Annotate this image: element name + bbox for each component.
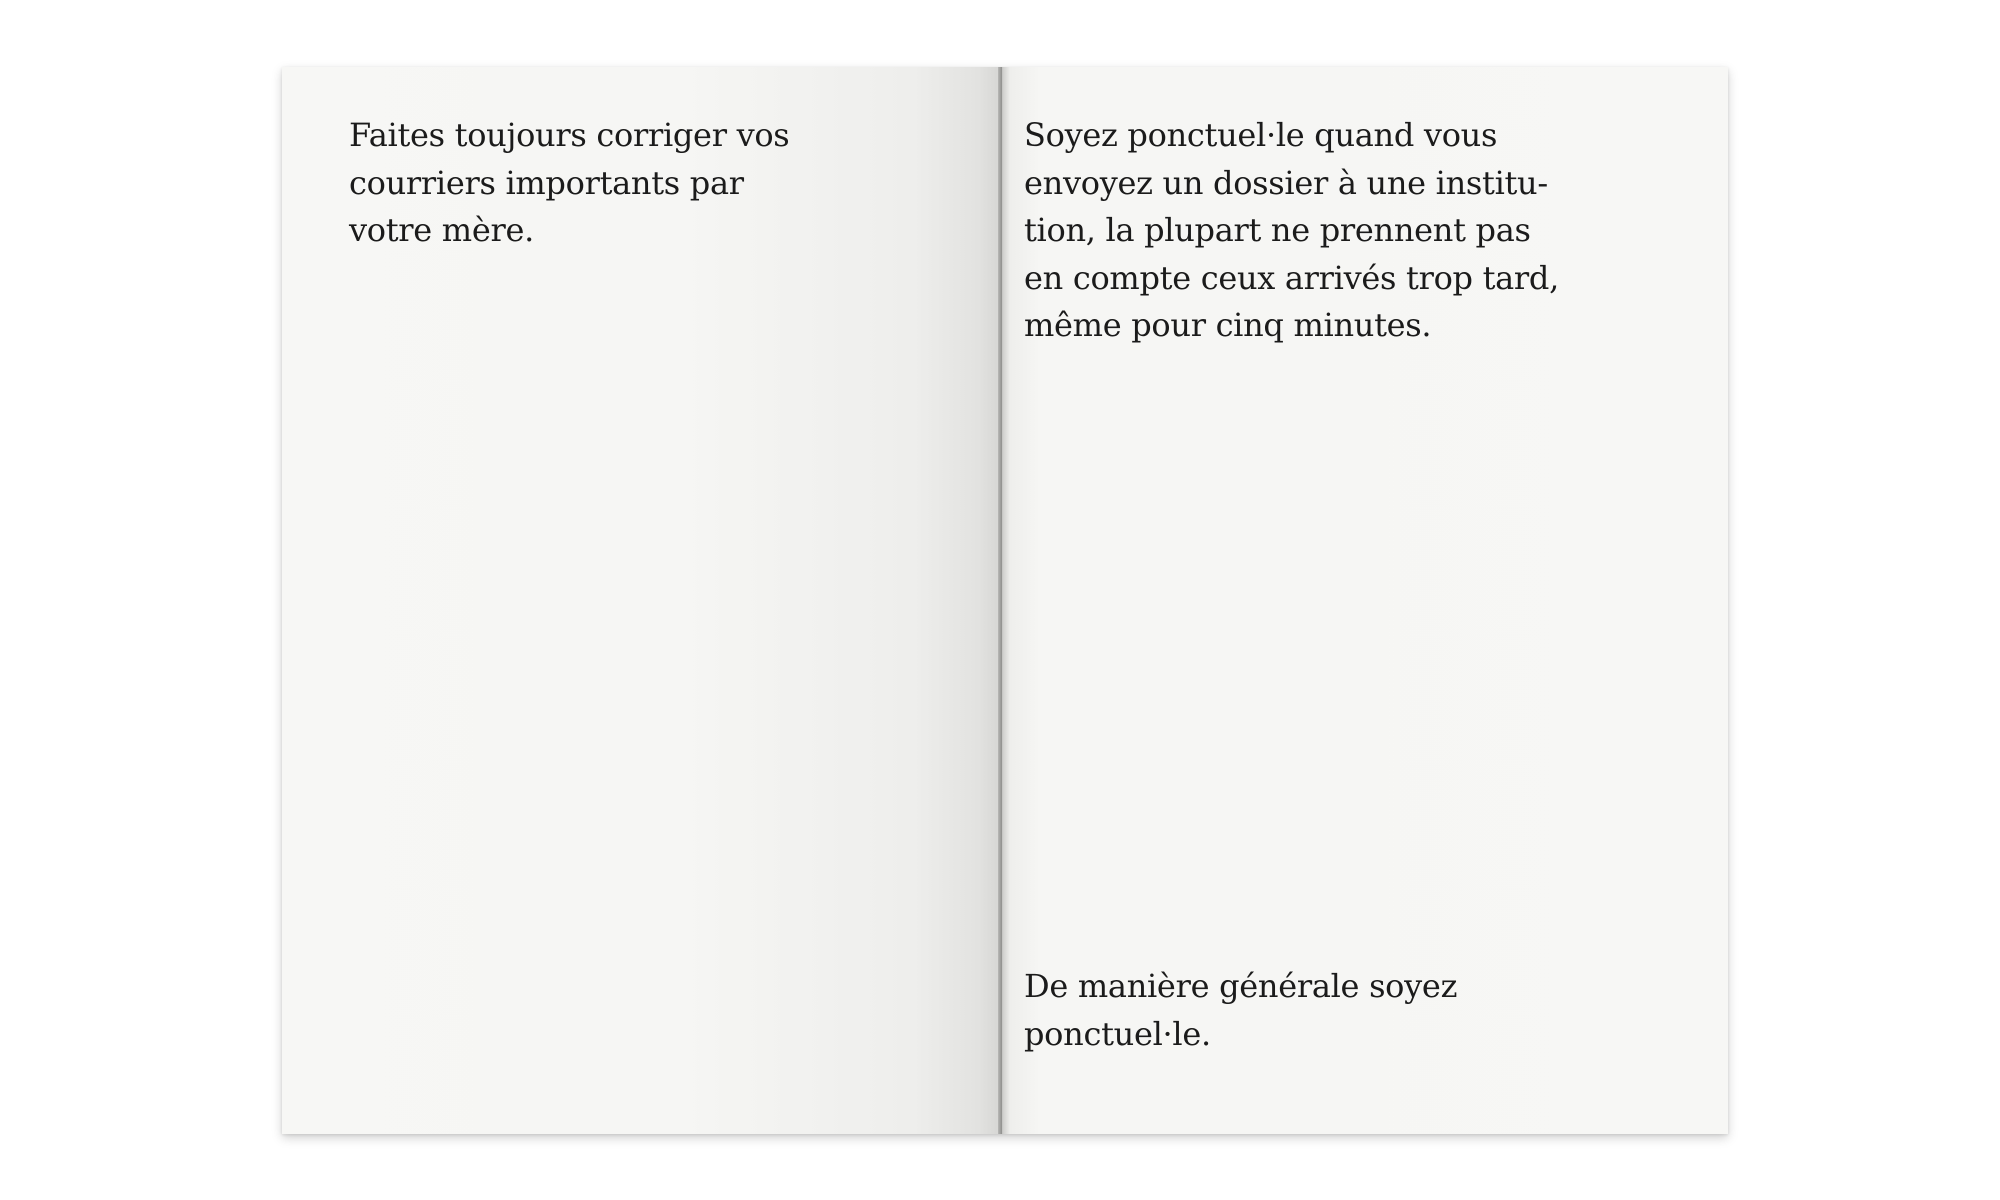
left-page-paragraph: Faites toujours corriger vos courriers importants par votre mère.	[349, 116, 790, 249]
open-book-spread	[282, 67, 1728, 1134]
book-gutter	[998, 67, 1002, 1134]
right-page-paragraph-top: Soyez ponctuel·le quand vous envoyez un dossier à une institu- tion, la plupart ne prennent pas en compte ceux arrivés trop tard, même pour cinq minutes.	[1024, 116, 1559, 344]
right-page-paragraph-bottom: De manière générale soyez ponctuel·le.	[1024, 967, 1458, 1053]
